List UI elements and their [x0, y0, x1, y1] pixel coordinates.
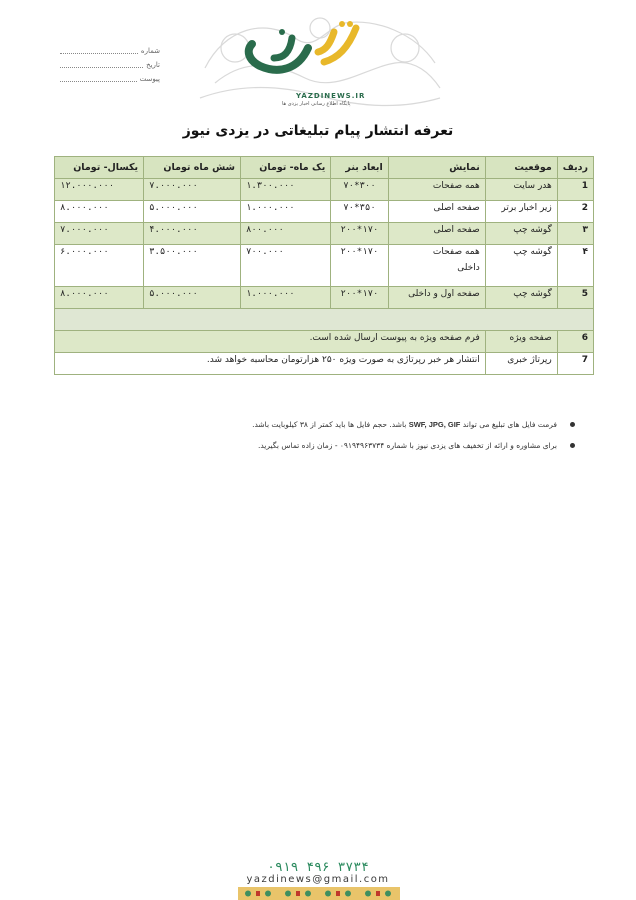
meta-row-date — [60, 58, 160, 72]
row-price-six: ۴.۰۰۰.۰۰۰ — [144, 223, 241, 245]
row-index: 2 — [557, 201, 593, 223]
brand-url: YAZDINEWS.IR — [296, 92, 366, 100]
row-price-year: ۸.۰۰۰.۰۰۰ — [55, 287, 144, 309]
footer-phone: ۰۹۱۹ ۴۹۶ ۳۷۳۴ — [267, 860, 369, 875]
meta-dots — [60, 62, 143, 68]
table-row — [55, 353, 594, 375]
page-title: تعرفه انتشار پیام تبلیغاتی در یزدی نیوز — [182, 123, 454, 139]
meta-row-attachment — [60, 72, 160, 86]
row-display: صفحه اصلی — [388, 223, 485, 245]
meta-label-date: تاریخ — [146, 61, 160, 69]
row-description: انتشار هر خبر رپرتاژی به صورت ویژه ۲۵۰ هزارتومان محاسبه خواهد شد. — [55, 353, 486, 375]
header-banner-size: ابعاد بنر — [331, 157, 388, 179]
row-index: 5 — [557, 287, 593, 309]
meta-label-attachment: پیوست — [139, 75, 160, 83]
footer-ornament — [238, 887, 400, 900]
row-position: رپرتاژ خبری — [485, 353, 557, 375]
row-size: ۱۷۰*۲۰۰ — [331, 245, 388, 287]
table-row — [55, 331, 594, 353]
table-row — [55, 245, 594, 287]
meta-dots — [60, 76, 137, 82]
row-price-six: ۷.۰۰۰.۰۰۰ — [144, 179, 241, 201]
row-price-month: ۱.۳۰۰.۰۰۰ — [240, 179, 330, 201]
meta-label-number: شماره — [140, 47, 160, 55]
yazdinews-logo — [238, 18, 388, 78]
row-size: ۳۰۰*۷۰ — [331, 179, 388, 201]
row-display: صفحه اصلی — [388, 201, 485, 223]
brand-tagline: پایگاه اطلاع رسانی اخبار یزدی ها — [282, 101, 351, 107]
row-display: همه صفحات — [388, 179, 485, 201]
row-size: ۳۵۰*۷۰ — [331, 201, 388, 223]
header-one-month: یک ماه- تومان — [240, 157, 330, 179]
row-price-year: ۸.۰۰۰.۰۰۰ — [55, 201, 144, 223]
notes-list — [180, 420, 575, 461]
row-price-month: ۱.۰۰۰.۰۰۰ — [240, 287, 330, 309]
row-index: 1 — [557, 179, 593, 201]
row-position: گوشه چپ — [485, 287, 557, 309]
list-item — [180, 441, 575, 452]
meta-dots — [60, 48, 138, 54]
row-price-year: ۱۲.۰۰۰.۰۰۰ — [55, 179, 144, 201]
header-one-year: یکسال- تومان — [55, 157, 144, 179]
header-position: موقعیت — [485, 157, 557, 179]
row-price-six: ۵.۰۰۰.۰۰۰ — [144, 201, 241, 223]
ad-rates-table — [54, 156, 594, 375]
note-formats: SWF, JPG, GIF — [408, 420, 461, 429]
row-price-month: ۱.۰۰۰.۰۰۰ — [240, 201, 330, 223]
row-price-six: ۳.۵۰۰.۰۰۰ — [144, 245, 241, 287]
row-position: زیر اخبار برتر — [485, 201, 557, 223]
row-position: صفحه ویژه — [485, 331, 557, 353]
row-display — [388, 245, 485, 287]
row-price-year: ۶.۰۰۰.۰۰۰ — [55, 245, 144, 287]
header-index: ردیف — [557, 157, 593, 179]
bullet-icon — [570, 443, 575, 448]
row-display: صفحه اول و داخلی — [388, 287, 485, 309]
footer-email: yazdinews@gmail.com — [246, 874, 390, 885]
table-row — [55, 201, 594, 223]
row-price-year: ۷.۰۰۰.۰۰۰ — [55, 223, 144, 245]
meta-row-number — [60, 44, 160, 58]
list-item — [180, 420, 575, 431]
note-text: برای مشاوره و ارائه از تخفیف های یزدی نیوز با شماره ۰۹۱۹۴۹۶۳۷۳۴ - زمان زاده تماس بگیرید. — [257, 440, 557, 450]
spacer-cell — [55, 309, 594, 331]
row-display-line: داخلی — [457, 263, 480, 273]
row-price-six: ۵.۰۰۰.۰۰۰ — [144, 287, 241, 309]
row-index: ۴ — [557, 245, 593, 287]
row-position: هدر سایت — [485, 179, 557, 201]
row-size: ۱۷۰*۲۰۰ — [331, 287, 388, 309]
header-six-months: شش ماه تومان — [144, 157, 241, 179]
row-display-line: همه صفحات — [432, 247, 480, 257]
row-index: ۳ — [557, 223, 593, 245]
row-description: فرم صفحه ویژه به پیوست ارسال شده است. — [55, 331, 486, 353]
table-header-row — [55, 157, 594, 179]
note-text: باشد. حجم فایل ها باید کمتر از ۳۸ کیلوبایت باشد. — [252, 420, 407, 429]
note-text: فرمت فایل های تبلیغ می تواند — [462, 420, 557, 429]
table-spacer-row — [55, 309, 594, 331]
table-row — [55, 179, 594, 201]
header-display: نمایش — [388, 157, 485, 179]
row-size: ۱۷۰*۲۰۰ — [331, 223, 388, 245]
letter-meta-fields — [60, 44, 160, 86]
row-price-month: ۸۰۰.۰۰۰ — [240, 223, 330, 245]
row-index: 7 — [557, 353, 593, 375]
table-row — [55, 287, 594, 309]
bullet-icon — [570, 422, 575, 427]
row-position: گوشه چپ — [485, 223, 557, 245]
row-price-month: ۷۰۰.۰۰۰ — [240, 245, 330, 287]
table-row — [55, 223, 594, 245]
row-position: گوشه چپ — [485, 245, 557, 287]
row-index: 6 — [557, 331, 593, 353]
